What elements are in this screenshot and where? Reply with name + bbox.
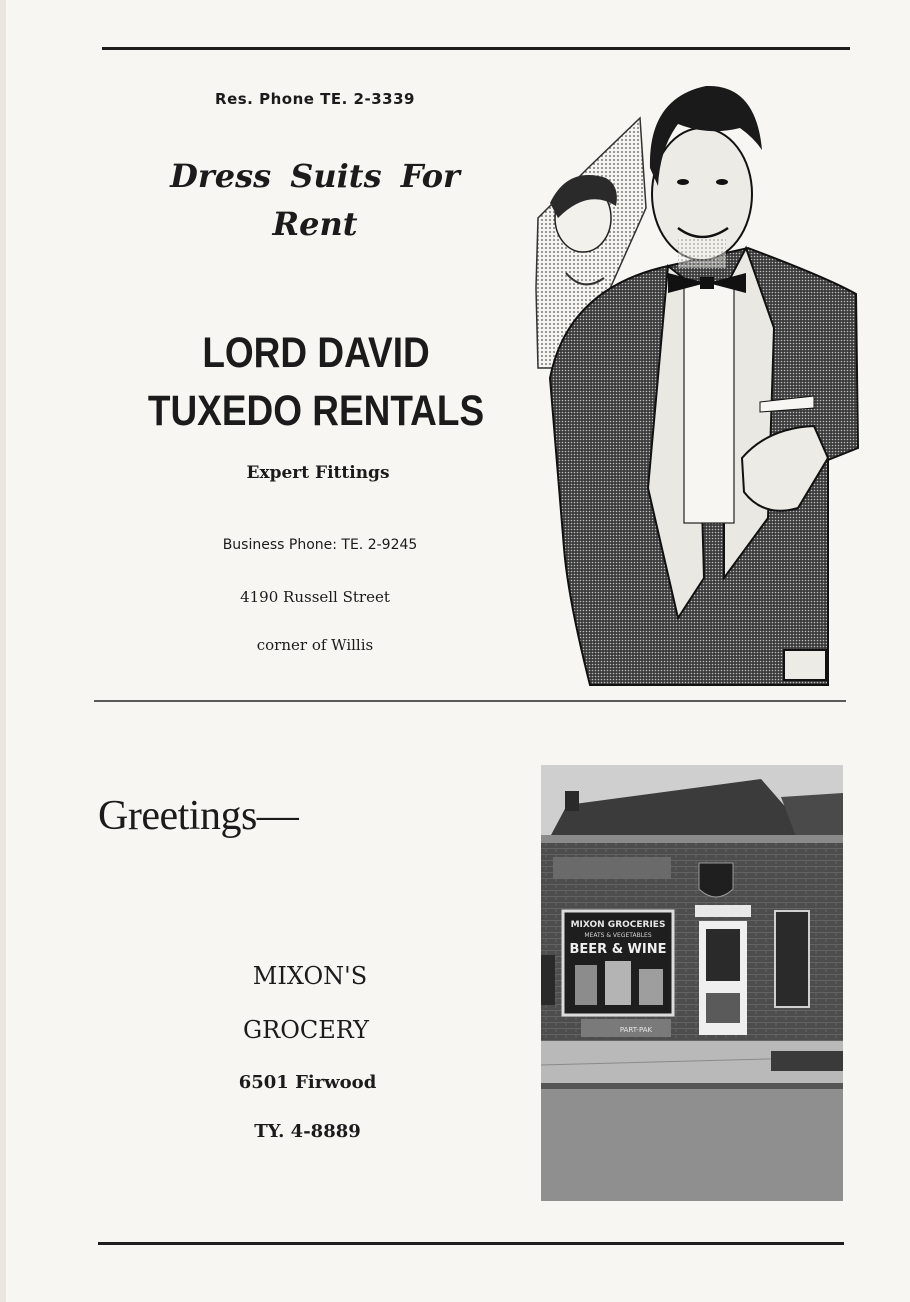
page-edge [0,0,6,1302]
storefront-photo [541,765,843,1201]
storefront-sign: MIXON GROCERIES [570,920,666,930]
residence-phone: Res. Phone TE. 2-3339 [215,90,415,108]
grocery-name-line2: GROCERY [243,1016,369,1044]
tagline: Expert Fittings [246,463,390,483]
storefront-lower-sign: PART-PAK [619,1026,653,1034]
cross-street: corner of Willis [256,636,374,654]
ad-headline: Dress Suits For Rent [170,157,460,243]
business-phone: Business Phone: TE. 2-9245 [222,537,418,553]
business-name: LORD DAVID TUXEDO RENTALS [147,329,485,435]
greeting-heading: Greetings— [98,793,299,839]
grocery-phone: TY. 4-8889 [254,1121,361,1142]
section-divider [94,700,846,702]
grocery-address: 6501 Firwood [238,1072,377,1093]
street-address: 4190 Russell Street [240,588,390,606]
bottom-rule [98,1242,844,1245]
tuxedo-man-illustration [528,78,860,686]
storefront-beer-sign: BEER & WINE [569,942,667,957]
storefront-subsign: MEATS & VEGETABLES [584,932,652,939]
top-rule [102,47,850,50]
grocery-name-line1: MIXON'S [252,962,368,990]
